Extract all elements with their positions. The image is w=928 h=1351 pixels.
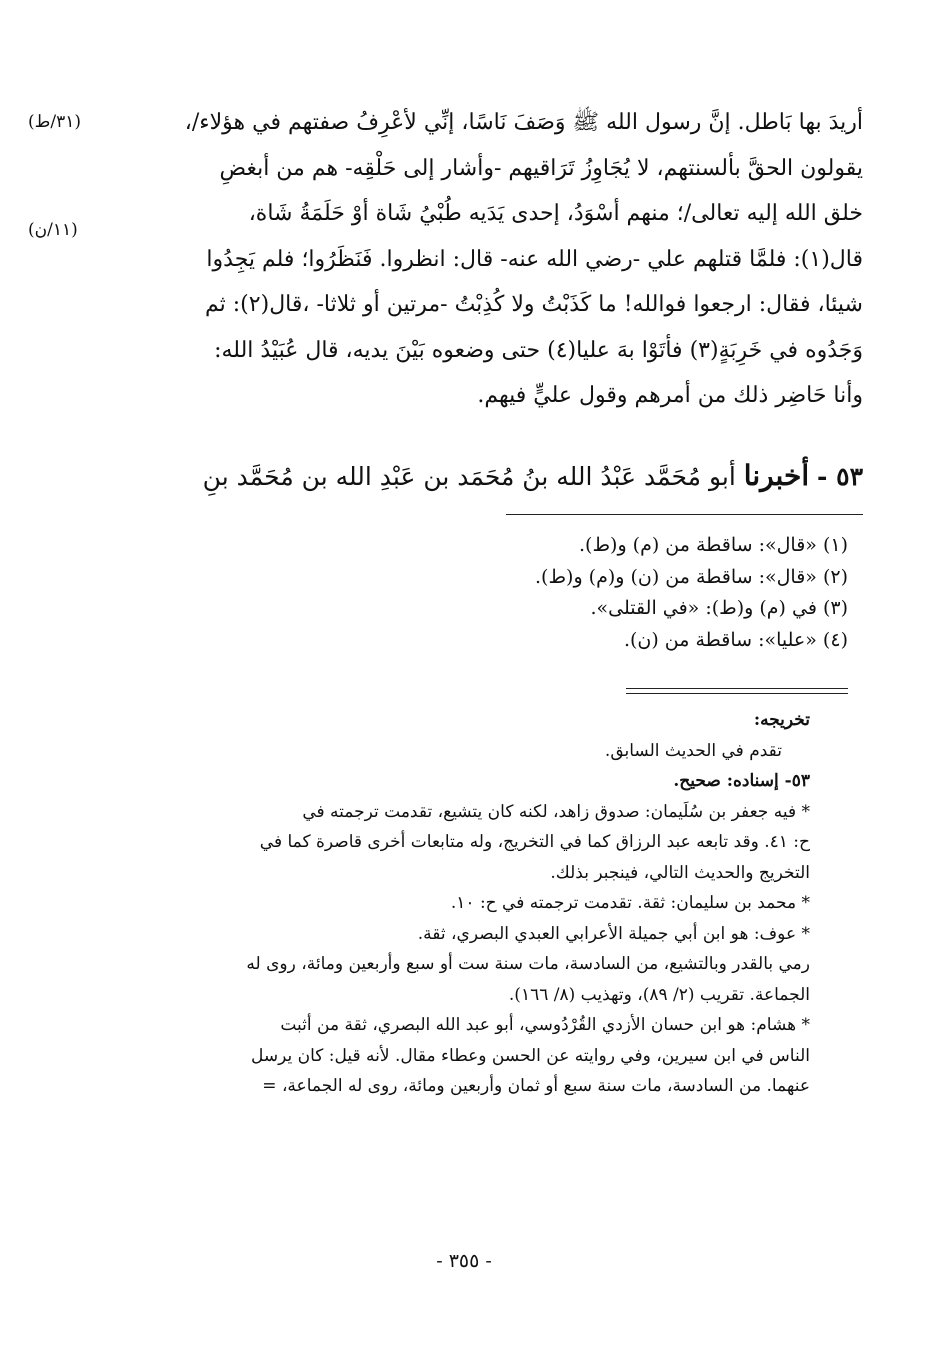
- hadith-heading: [145, 452, 863, 501]
- takhrij-intro: تقدم في الحديث السابق.: [604, 740, 782, 761]
- hadith-body-text: [145, 100, 863, 419]
- margin-reference-t: (٣١/ط): [28, 112, 81, 132]
- footnotes: [300, 530, 848, 656]
- takhrij-line: ح: ٤١. وقد تابعه عبد الرزاق كما في التخريج، وله متابعات أخرى قاصرة كما في: [259, 832, 810, 852]
- footnote: (٤) «عليا»: ساقطة من (ن).: [623, 628, 848, 651]
- footnote-separator: [506, 514, 863, 515]
- takhrij-section: [150, 705, 810, 1102]
- text-line: شيئا، فقال: ارجعوا فوالله! ما كَذَبْتُ ولا كُذِبْتُ -مرتين أو ثلاثا- ،قال(٢): ثم: [205, 292, 863, 317]
- takhrij-line: الناس في ابن سيرين، وفي روايته عن الحسن وعطاء مقال. لأنه قيل: كان يرسل: [250, 1045, 810, 1066]
- text-line: وَجَدُوه في خَرِبَةٍ(٣) فأتَوْا بهَ عليا(٤) حتى وضعوه بَيْنَ يديه، قال عُبَيْدُ الله:: [214, 337, 863, 363]
- text-line: خلق الله إليه تعالى/؛ منهم أسْوَدُ، إحدى يَدَيه طُبْيُ شَاة أوْ حَلَمَةُ شَاة،: [248, 201, 863, 226]
- takhrij-heading: تخريجه:: [753, 710, 810, 730]
- takhrij-line: الجماعة. تقريب (٢/ ٨٩)، وتهذيب (٨/ ١٦٦).: [508, 984, 810, 1005]
- text-line: وأنا حَاضِر ذلك من أمرهم وقول عليٍّ فيهم.: [477, 383, 863, 408]
- footnote: (٢) «قال»: ساقطة من (ن) و(م) و(ط).: [535, 565, 848, 588]
- margin-reference-n: (١١/ن): [28, 220, 78, 240]
- takhrij-line: * هشام: هو ابن حسان الأزدي القُرْدُوسي، أبو عبد الله البصري، ثقة من أثبت: [280, 1015, 810, 1035]
- takhrij-line: * عوف: هو ابن أبي جميلة الأعرابي العبدي البصري، ثقة.: [417, 923, 810, 944]
- footnote: (٣) في (م) و(ط): «في القتلى».: [590, 597, 848, 619]
- hadith-chain-text: أبو مُحَمَّد عَبْدُ الله بنُ مُحَمَد بن عَبْدِ الله بن مُحَمَّد بنِ: [202, 462, 736, 491]
- takhrij-line: عنهما. من السادسة، مات سنة سبع أو ثمان وأربعين ومائة، روى له الجماعة، =: [262, 1076, 810, 1096]
- text-line: أريدَ بها بَاطل. إنَّ رسول الله ﷺ وَصَفَ نَاسًا، إنِّي لأعْرِفُ صفتهم في هؤلاء/،: [184, 110, 863, 135]
- footnote: (١) «قال»: ساقطة من (م) و(ط).: [579, 534, 848, 556]
- takhrij-line: * فيه جعفر بن سُلَيمان: صدوق زاهد، لكنه كان يتشيع، تقدمت ترجمته في: [302, 801, 810, 822]
- takhrij-line: * محمد بن سليمان: ثقة. تقدمت ترجمته في ح: ١٠.: [450, 893, 810, 913]
- page-number: - ٣٥٥ -: [436, 1250, 492, 1272]
- takhrij-line: التخريج والحديث التالي، فينجبر بذلك.: [550, 862, 810, 883]
- hadith-keyword: أخبرنا: [743, 459, 810, 492]
- hadith-number: ٥٣ -: [817, 462, 863, 491]
- takhrij-separator: [626, 688, 848, 694]
- isnad-heading: ٥٣- إسناده: صحيح.: [673, 771, 810, 791]
- takhrij-line: رمي بالقدر وبالتشيع، من السادسة، مات سنة ست أو سبع وأربعين ومائة، روى له: [246, 954, 810, 974]
- text-line: يقولون الحقَّ بألسنتهم، لا يُجَاوِزُ تَرَاقيهم -وأشار إلى حَلْقِه- هم من أبغضِ: [219, 155, 863, 181]
- text-line: قال(١): فلمَّا قتلهم علي -رضي الله عنه- قال: انظروا. فَنَظَرُوا؛ فلم يَجِدُوا: [206, 246, 863, 272]
